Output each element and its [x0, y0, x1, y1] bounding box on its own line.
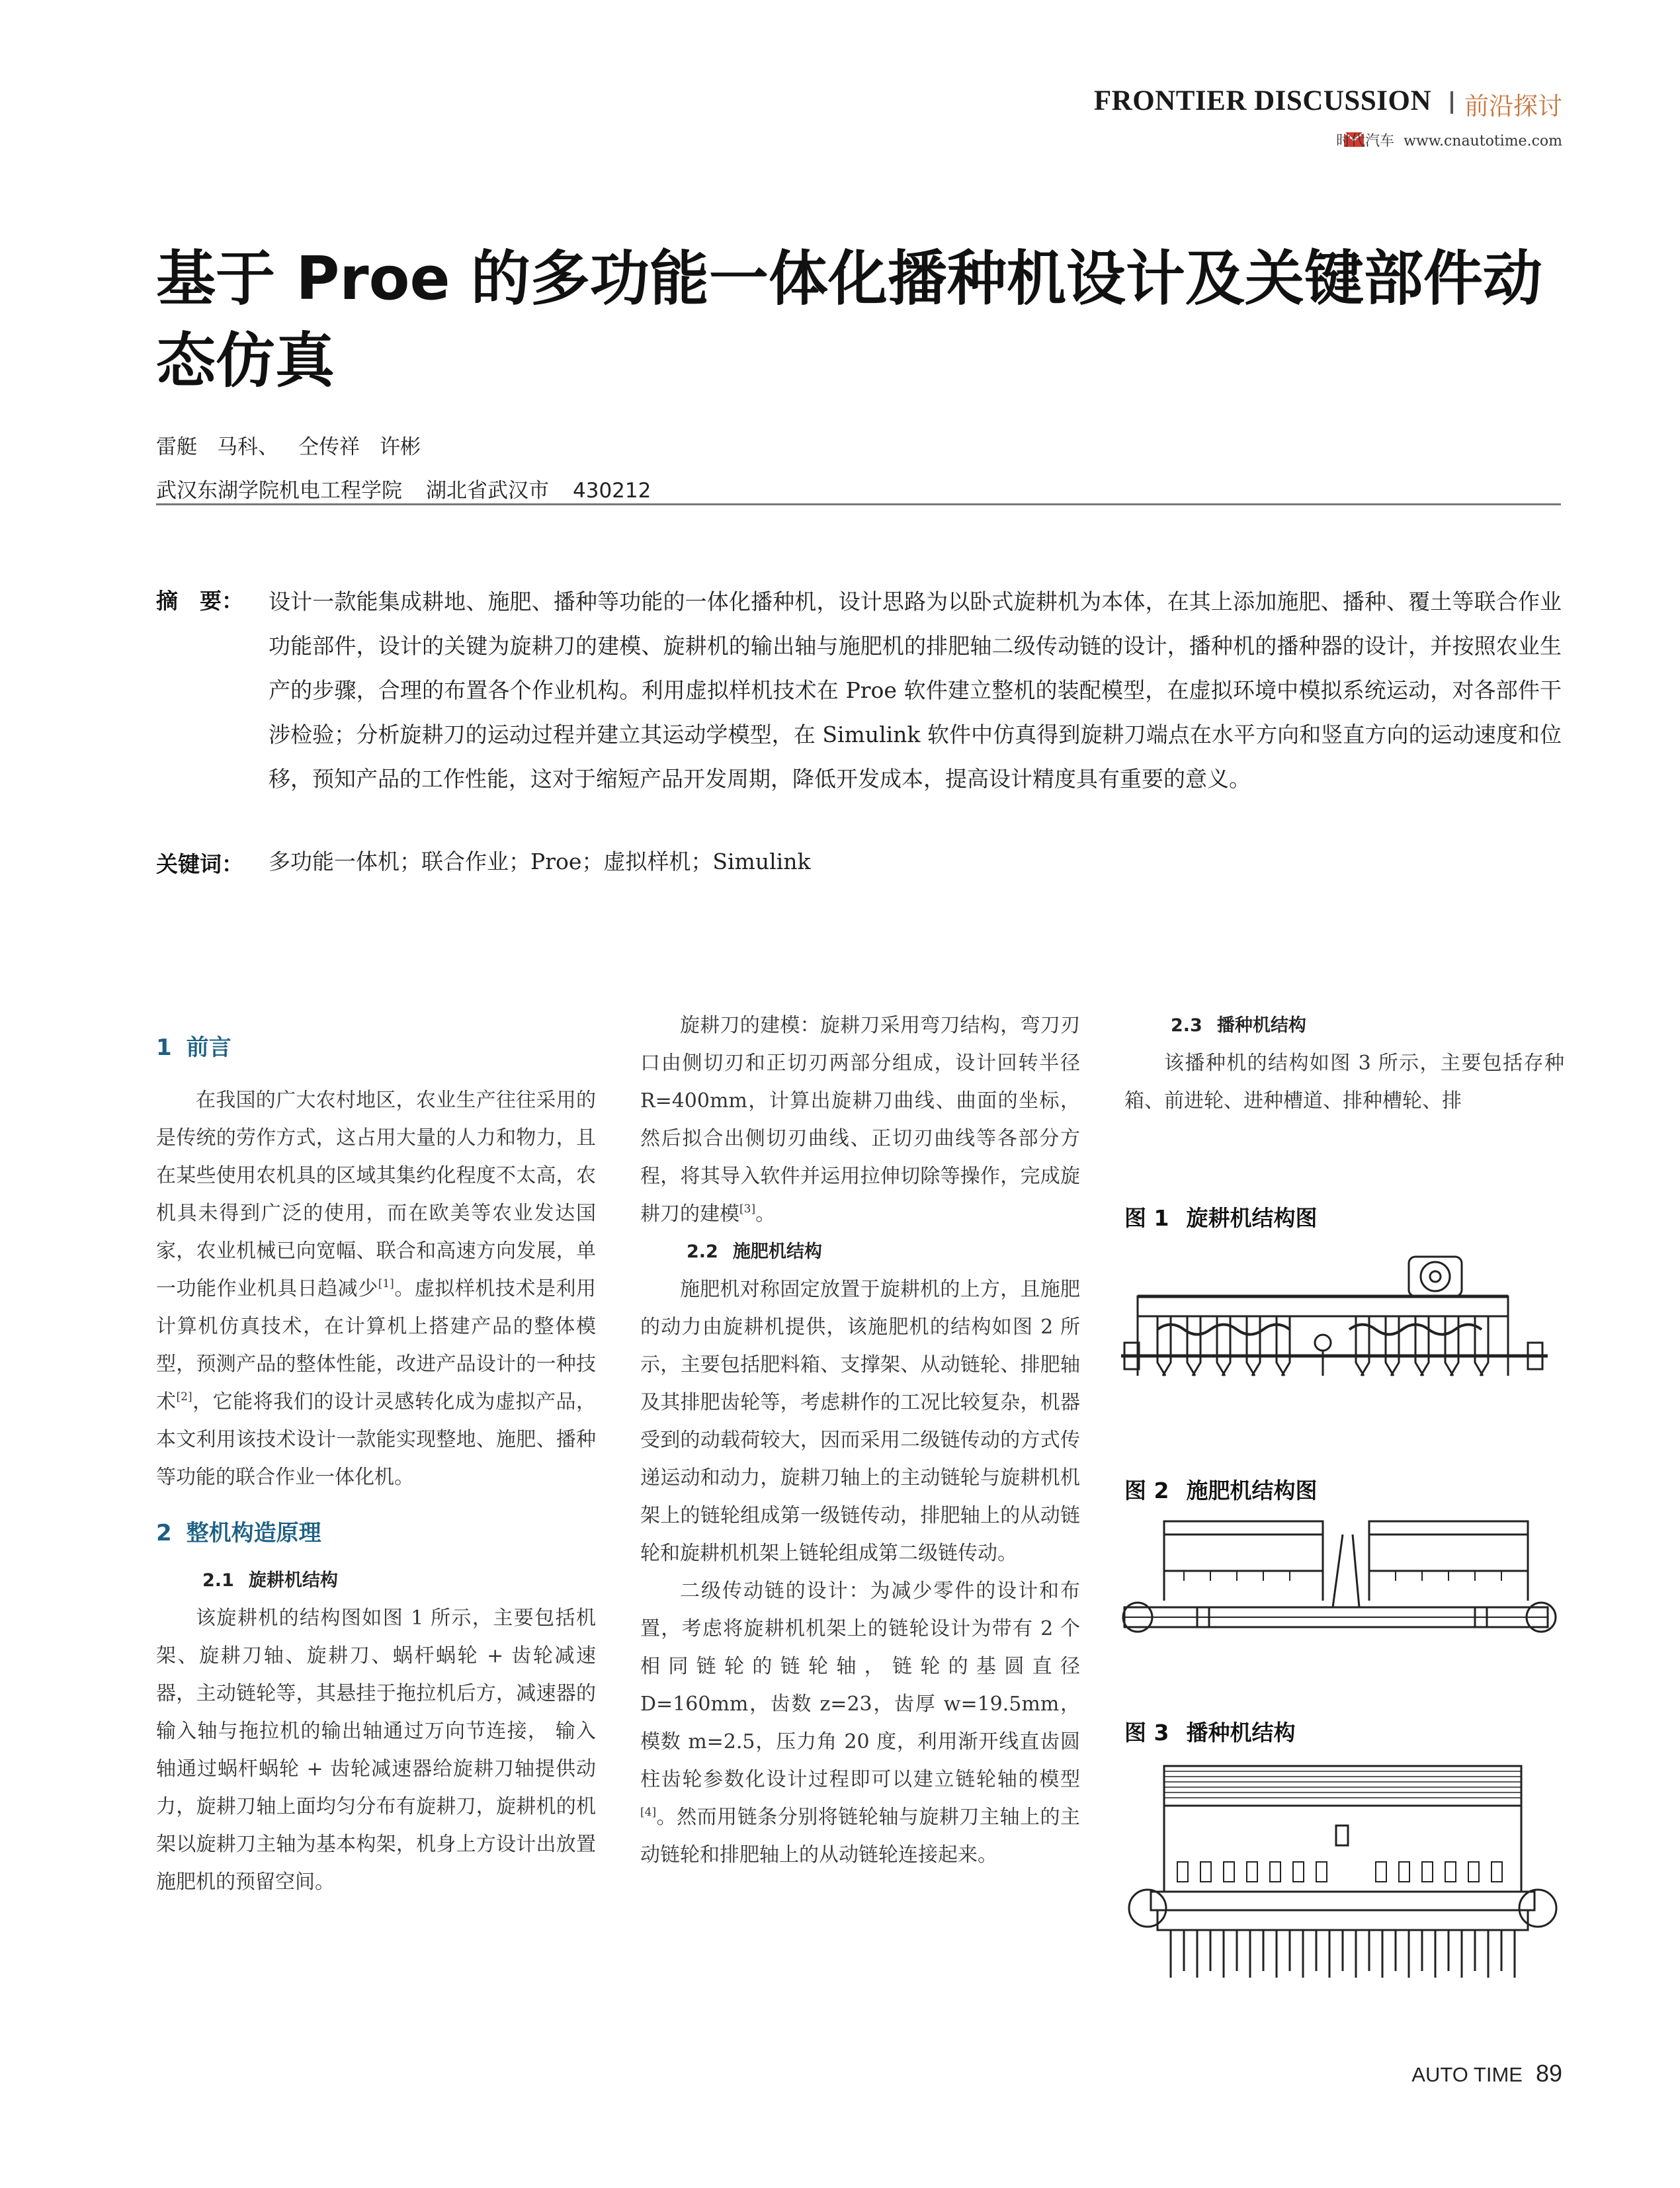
section-heading-structure: 2 整机构造原理	[156, 1520, 321, 1546]
title-rule	[156, 503, 1561, 505]
abstract-text: 设计一款能集成耕地、施肥、播种等功能的一体化播种机，设计思路为以卧式旋耕机为本体，在其上添加施肥、播种、覆土等联合作业功能部件，设计的关键为旋耕刀的建模、旋耕机的输出轴与施肥机的排肥轴二级传动链的设计，播种机的播种器的设计，并按照农业生产的步骤，合理的布置各个作业机构。利用虚拟样机技术在 Proe 软件建立整机的装配模型，在虚拟环境中模拟系统运动，对各部件干涉检验；分析旋耕刀的运动过程并建立其运动学模型，在 Simulink 软件中仿真得到旋耕刀端点在水平方向和竖直方向的运动速度和位移，预知产品的工作性能，这对于缩短产品开发周期，降低开发成本，提高设计精度具有重要的意义。	[269, 589, 1562, 792]
column-3	[1124, 1007, 1564, 1120]
figure-2-fertilizer-drawing	[1118, 1508, 1561, 1660]
article-title: 基于 Proe 的多功能一体化播种机设计及关键部件动态仿真	[156, 244, 1542, 396]
site-url[interactable]: www.cnautotime.com	[1404, 133, 1562, 149]
figure-3-title: 图 3 播种机结构	[1124, 1720, 1296, 1746]
seeder-paragraph: 该播种机的结构如图 3 所示，主要包括存种箱、前进轮、进种槽道、排种槽轮、排	[1124, 1052, 1564, 1113]
intro-paragraph: 在我国的广大农村地区，农业生产往往采用的是传统的劳作方式，这占用大量的人力和物力，且在某些使用农机具的区域其集约化程度不太高，农机具未得到广泛的使用，而在欧美等农业发达国家，农业机械已向宽幅、联合和高速方向发展，单一功能作业机具日趋减少[1]。虚拟样机技术是利用计算机仿真技术，在计算机上搭建产品的整体模型，预测产品的整体性能，改进产品设计的一种技术[2]，它能将我们的设计灵感转化成为虚拟产品，本文利用该技术设计一款能实现整地、施肥、播种等功能的联合作业一体化机。	[156, 1089, 597, 1489]
citation[interactable]: [3]	[739, 1202, 756, 1216]
citation[interactable]: [4]	[640, 1806, 657, 1819]
column-2	[640, 1007, 1080, 1874]
blade-paragraph: 旋耕刀的建模：旋耕刀采用弯刀结构，弯刀刃口由侧切刃和正切刃两部分组成，设计回转半径 R=400mm，计算出旋耕刀曲线、曲面的坐标，然后拟合出侧切刃曲线、正切刃曲线等各部分方程，将其导入软件并运用拉伸切除等操作，完成旋耕刀的建模[3]。	[640, 1014, 1080, 1226]
site-name: 时代汽车	[1336, 133, 1395, 149]
subsection-heading-rotary: 2.1 旋耕机结构	[202, 1570, 338, 1591]
affiliation-postcode: 430212	[573, 479, 651, 503]
affiliation-institution: 武汉东湖学院机电工程学院	[156, 479, 402, 503]
citation[interactable]: [1]	[378, 1277, 394, 1290]
affiliation	[156, 474, 675, 503]
header-divider	[1450, 91, 1453, 114]
figure-2-title: 图 2 施肥机结构图	[1124, 1478, 1318, 1503]
keywords-label: 关键词：	[156, 851, 243, 877]
author: 马科、	[217, 435, 278, 459]
author: 雷艇	[156, 435, 197, 459]
author: 许彬	[380, 435, 421, 459]
figure-1-title: 图 1 旋耕机结构图	[1124, 1205, 1318, 1231]
page-footer	[1411, 2060, 1562, 2087]
journal-name: AUTO TIME	[1411, 2063, 1523, 2086]
section-heading-intro: 1 前言	[156, 1034, 231, 1061]
figure-1-rotary-tiller-drawing	[1118, 1243, 1561, 1415]
fertilizer-paragraph: 施肥机对称固定放置于旋耕机的上方，且施肥的动力由旋耕机提供，该施肥机的结构如图 2 所示，主要包括肥料箱、支撑架、从动链轮、排肥轴及其排肥齿轮等，考虑耕作的工况比较复杂，机器受到的动载荷较大，因而采用二级链传动的方式传递运动和动力，旋耕刀轴上的主动链轮与旋耕机机架上的链轮组成第一级链传动，排肥轴上的从动链轮和旋耕机机架上链轮组成第二级链传动。	[640, 1278, 1080, 1565]
rotary-paragraph: 该旋耕机的结构图如图 1 所示，主要包括机架、旋耕刀轴、旋耕刀、蜗杆蜗轮 + 齿轮减速器，主动链轮等，其悬挂于拖拉机后方，减速器的输入轴与拖拉机的输出轴通过万向节连接， 输入轴通过蜗杆蜗轮 + 齿轮减速器给旋耕刀轴提供动力，旋耕刀轴上面均匀分布有旋耕刀，旋耕机的机架以旋耕刀主轴为基本构架，机身上方设计出放置施肥机的预留空间。	[156, 1607, 596, 1894]
section-title-en: FRONTIER DISCUSSION	[1093, 85, 1431, 116]
page-number: 89	[1535, 2060, 1562, 2087]
affiliation-location: 湖北省武汉市	[426, 479, 549, 503]
keywords-text: 多功能一体机；联合作业；Proe；虚拟样机；Simulink	[269, 849, 811, 874]
subsection-heading-seeder: 2.3 播种机结构	[1171, 1015, 1306, 1036]
section-title-cn: 前沿探讨	[1464, 92, 1562, 120]
author-list	[156, 430, 441, 460]
abstract-label: 摘 要：	[156, 588, 243, 614]
subsection-heading-fertilizer: 2.2 施肥机结构	[687, 1241, 822, 1262]
figure-3-seeder-drawing	[1118, 1759, 1561, 1998]
chain-paragraph: 二级传动链的设计：为减少零件的设计和布置，考虑将旋耕机机架上的链轮设计为带有 2 个相同链轮的链轮轴，链轮的基圆直径 D=160mm，齿数 z=23，齿厚 w=19.5mm，模数 m=2.5，压力角 20 度，利用渐开线直齿圆柱齿轮参数化设计过程即可以建立链轮轴的模型[4]。然而用链条分别将链轮轴与旋耕刀主轴上的主动链轮和排肥轴上的从动链轮连接起来。	[640, 1579, 1080, 1867]
citation[interactable]: [2]	[176, 1390, 192, 1404]
site-info	[1336, 130, 1562, 150]
column-1	[156, 1029, 596, 1901]
author: 仝传祥	[298, 435, 360, 459]
